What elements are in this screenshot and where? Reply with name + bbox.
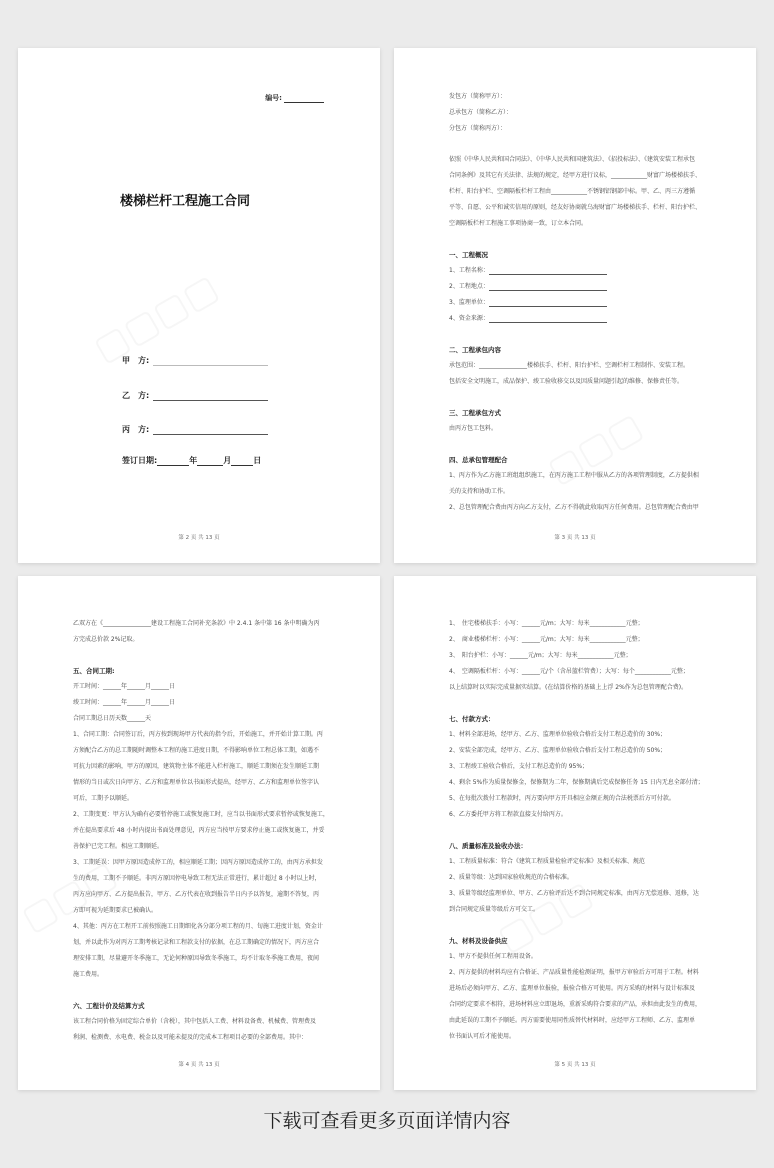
document-page-4 [18,576,380,1090]
text-line: 理安排工期，尽量避开冬季施工，无论何种原因导致冬季施工，均不计取冬季施工费用，夜间 [73,955,320,962]
party-a-label: 甲 方: [122,356,150,365]
field-line [449,283,607,291]
text-line: 3、工期延误：因甲方原因造成停工的，相应顺延工期；因丙方原因造成停工的，由丙方承担发 [73,859,323,866]
text-line: 情形的当日或次日向甲方、乙方和监理单位以书面形式提出，经甲方、乙方和监理单位签字认 [73,779,320,786]
field-label: 1、工程名称： [449,267,489,274]
watermark [491,873,600,960]
field-label: 2、工程地点： [449,283,489,290]
text-line: 承包范围：________________楼梯扶手、栏杆、阳台护栏、空调栏杆工程制作、安装工程。 [449,362,690,369]
text-line: 方须配合乙方的总工期随时调整本工程的施工进度日期，不得影响单位工程总体工期，如遇不 [73,747,320,754]
text-line: 1、工程质量标准：符合《建筑工程质量检验评定标准》及相关标准、规范 [449,858,645,865]
text-line: 依照《中华人民共和国合同法》、《中华人民共和国建筑法》、《招投标法》、《建筑安装工程承包 [449,156,696,163]
section-heading: 三、工程承包方式 [449,409,501,417]
text-line: 划，并以此作为对丙方工期考核记录和工程款支付的依据，在总工期确定的情况下，丙方应合 [73,939,320,946]
field-line [449,267,607,275]
text-line: 该工程合同价格为固定综合单价（含税），其中包括人工费、材料设备费、机械费、管理费及 [73,1018,317,1025]
sign-date-field [122,455,261,466]
text-line: 以上结算时以实际完成量据实结算。(在结算价格的基础上上浮 2%作为总包管理配合费)。 [449,684,688,691]
text-line: 4、 空调隔板栏杆：小写：______元/个（含吊篮栏管费）；大写：每个____________元整； [449,668,689,675]
text-line: 2、丙方提供的材料均应有合格证、产品质量性能检测证明，报甲方审验后方可用于工程。材料 [449,969,699,976]
text-line: 空调隔板栏杆工程施工事项协商一致，订立本合同。 [449,220,588,227]
text-line: 可后，工期予以顺延。 [73,795,134,802]
text-line: 1、材料全部进场，经甲方、乙方、监理单位验收合格后支付工程总造价的 30%； [449,731,667,738]
text-line: 乙双方在《________________建设工程施工合同补充条款》中 2.4.1 条中第 16 条中明确为丙 [73,620,320,627]
text-line: 竣工时间：______年______月______日 [73,699,176,706]
contract-title: 楼梯栏杆工程施工合同 [120,194,251,209]
page-footer: 第 3 页 共 13 页 [554,535,596,541]
field-line [449,315,607,323]
section-heading: 七、付款方式： [449,715,495,723]
text-line: 包括安全文明施工，成品保护、竣工验收移交以及因质量问题引起的维修、保修责任等。 [449,378,684,385]
text-line: 生的费用，工期不予顺延。非丙方原因停电导致工程无法正常进行，累计超过 8 小时以上时， [73,875,321,882]
text-line: 位书面认可后才能使用。 [449,1033,516,1040]
text-line: 合同工期总日历天数______天 [73,715,152,722]
page-footer: 第 4 页 共 13 页 [178,1062,220,1068]
text-line: 丙方应向甲方、乙方提出报告，甲方、乙方代表在收到报告半日内予以答复，逾期不答复，丙 [73,891,320,898]
text-line: 1、合同工期：合同签订后，丙方按到现场甲方代表的指令后，开始施工，并开始计算工期。丙 [73,731,323,738]
text-line: 6、乙方委托甲方将工程款直接支付给丙方。 [449,811,567,818]
page-footer: 第 5 页 共 13 页 [554,1062,596,1068]
text-line: 方完成总价款 2%记取。 [73,636,139,643]
section-heading: 一、工程概况 [449,251,488,259]
text-line: 利润、检测费、水电费、税金以及可能未提及的完成本工程项目必要的全部费用。其中： [73,1034,308,1041]
field-label: 4、资金来源： [449,315,489,322]
text-line: 2、安装全部完成，经甲方、乙方、监理单位验收合格后支付工程总造价的 50%； [449,747,667,754]
party-c-label: 丙 方: [122,425,150,434]
party-b-label: 乙 方: [122,391,150,400]
party-b-field [122,390,268,401]
section-heading: 五、合同工期: [73,667,115,675]
text-line: 1、甲方不提供任何工程用设备。 [449,953,537,960]
contract-number [265,93,324,103]
text-line: 1、 住宅楼梯扶手：小写：______元/m；大写：每米____________元整； [449,620,644,627]
text-line: 4、其他：丙方在工程开工前按照施工日期细化各分部分项工程的月、旬施工进度计划，资金计 [73,923,323,930]
text-line: 施工费用。 [73,971,104,978]
sign-date-label: 签订日期: [122,456,158,465]
section-heading: 二、工程承包内容 [449,346,501,354]
year-label: 年 [189,456,198,465]
text-line: 进场后必须向甲方、乙方、监理单位报验，报验合格方可使用。丙方采购的材料与设计标准及 [449,985,696,992]
text-line: 1、丙方作为乙方施工班组组织施工，在丙方施工工程中服从乙方的各项管理制度，乙方提供相 [449,472,699,479]
text-line: 总承包方（简称乙方）： [449,109,513,116]
text-line: 5、在每批次拨付工程款时，丙方要向甲方开具相应金额正规的合法税票后方可付款。 [449,795,675,802]
text-line: 平等、自愿、公平和诚实信用的原则，经友好协商就乌海财富广场楼梯扶手、栏杆、阳台护栏、 [449,204,702,211]
text-line: 分包方（简称丙方）： [449,125,507,132]
month-label: 月 [223,456,232,465]
text-line: 由丙方包工包料。 [449,425,498,432]
text-line: 栏杆、阳台护栏、空调隔板栏杆工程由____________不锈钢铝钢部中标。甲、乙、丙三方遵循 [449,188,696,195]
field-line [449,299,607,307]
text-line: 4、剩余 5%作为质量保修金，保修期为二年，保修期满后完成保修任务 15 日内无息全部付清； [449,779,704,786]
text-line: 由此延误的工期不予顺延。丙方需要使用同性质替代材料时，应经甲方工程师、乙方、监理单 [449,1017,696,1024]
text-line: 开工时间：______年______月______日 [73,683,176,690]
page-footer: 第 2 页 共 13 页 [178,535,220,541]
text-line: 善保护已完工程。相应工期顺延。 [73,843,164,850]
document-page-cover [18,48,380,563]
text-line: 到合同规定质量等级后方可交工。 [449,906,540,913]
text-line: 2、总包管理配合费由丙方向乙方支付，乙方不得就此收取丙方任何费用。总包管理配合费由甲 [449,504,699,511]
text-line: 3、质量等级经监理单位、甲方、乙方验评后达不到合同规定标准，由丙方无偿返修、返修，达 [449,890,699,897]
day-label: 日 [253,456,262,465]
party-c-field [122,424,268,435]
section-heading: 六、工程计价及结算方式 [73,1002,145,1010]
text-line: 2、工期变更：甲方认为确有必要暂停施工或恢复施工时，应当以书面形式要求暂停或恢复施工， [73,811,329,818]
section-heading: 四、总承包管理配合 [449,456,508,464]
text-line: 3、 阳台护栏：小写：______元/m；大写：每米____________元整； [449,652,632,659]
text-line: 关的支持和协助工作。 [449,488,510,495]
section-heading: 九、材料及设备供应 [449,937,508,945]
text-line: 发包方（简称甲方）： [449,93,507,100]
download-caption: 下载可查看更多页面详情内容 [263,1110,511,1132]
text-line: 并在提出要求后 48 小时内提出书面处理意见，丙方应当按甲方要求停止施工或恢复施工，并妥 [73,827,325,834]
field-label: 3、监理单位： [449,299,489,306]
text-line: 合同条例》及其它有关法律、法规的规定，经甲方进行议标，____________财富广场楼梯扶手、 [449,172,702,179]
text-line: 3、工程竣工验收合格后，支付工程总造价的 95%； [449,763,589,770]
party-a-field [122,355,268,366]
text-line: 2、 商业楼梯栏杆：小写：______元/m；大写：每米____________元整； [449,636,644,643]
text-line: 可抗力因素的影响，甲方的原因，建筑物主体不能进入栏杆施工，顺延工期须在发生顺延工期 [73,763,320,770]
contract-number-label: 编号: [265,94,282,102]
section-heading: 八、质量标准及验收办法： [449,842,527,850]
text-line: 方即可视为延期要求已被确认。 [73,907,158,914]
text-line: 2、质量等级：达到国家验收规范的合格标准。 [449,874,573,881]
text-line: 合同约定要求不相符，进场材料应立即退场，重新采购符合要求的产品，承担由此发生的费用， [449,1001,702,1008]
document-page-5 [394,576,756,1090]
document-page-3 [394,48,756,563]
